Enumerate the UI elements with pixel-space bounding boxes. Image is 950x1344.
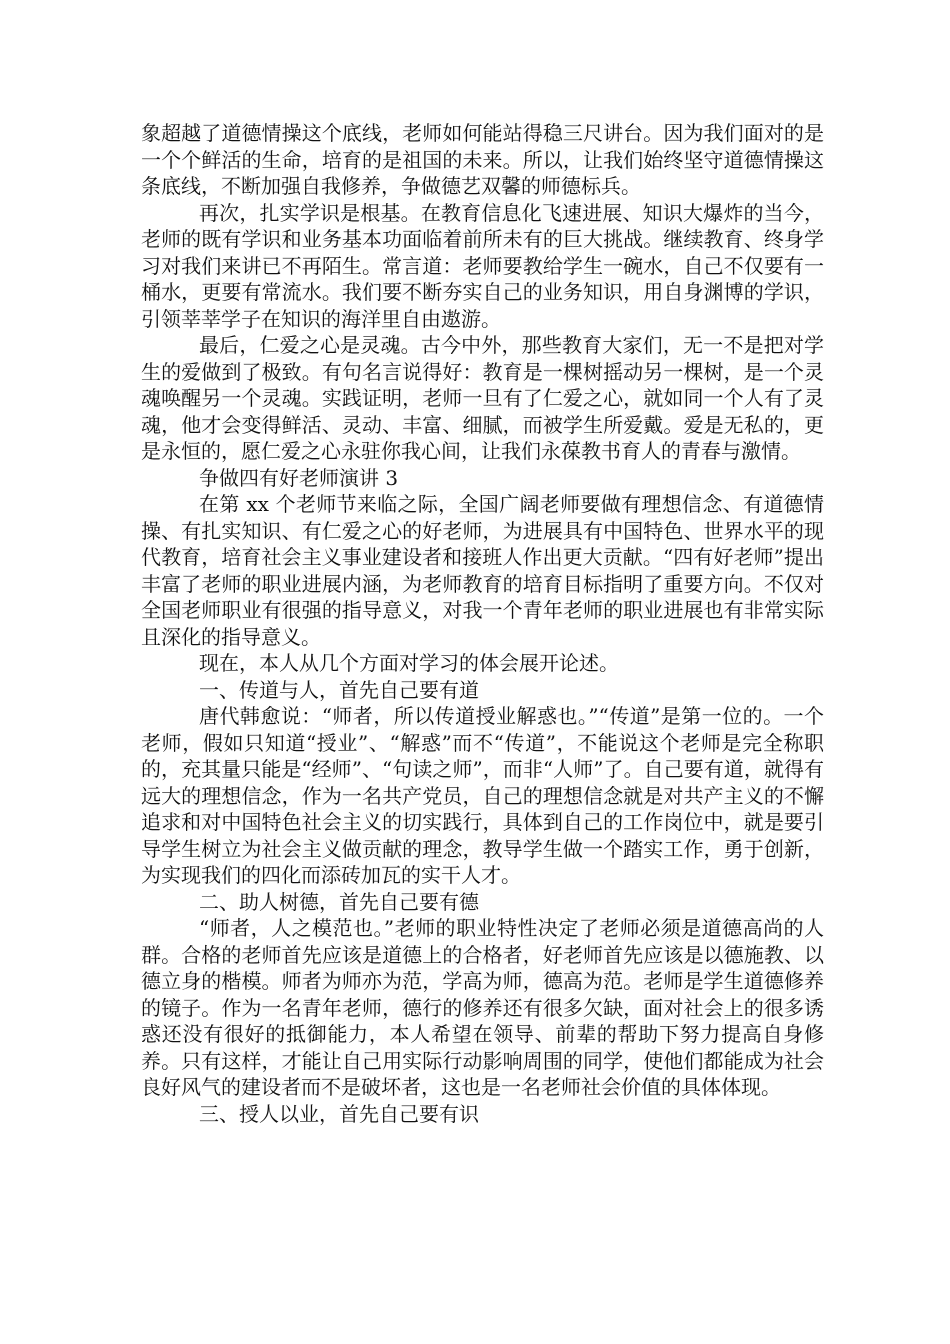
section-heading-3: 三、授人以业，首先自己要有识 bbox=[199, 1101, 479, 1126]
speech-title: 争做四有好老师演讲 3 bbox=[199, 465, 399, 490]
paragraph-benevolence: 最后，仁爱之心是灵魂。古今中外，那些教育大家们，无一不是把对学生的爱做到了极致。有句名言说得好：教育是一棵树摇动另一棵树，是一个灵魂唤醒另一个灵魂。实践证明，老师一旦有了仁爱之心，就如同一个人有了灵魂，他才会变得鲜活、灵动、丰富、细腻，而被学生所爱戴。爱是无私的，更是永恒的，愿仁爱之心永驻你我心间，让我们永葆教书育人的青春与激情。 bbox=[141, 333, 824, 463]
document-page bbox=[141, 120, 824, 1127]
paragraph-knowledge: 再次，扎实学识是根基。在教育信息化飞速进展、知识大爆炸的当今，老师的既有学识和业务基本功面临着前所未有的巨大挑战。继续教育、终身学习对我们来讲已不再陌生。常言道：老师要教给学生一碗水，自己不仅要有一桶水，更要有常流水。我们要不断夯实自己的业务知识，用自身渊博的学识，引领莘莘学子在知识的海洋里自由遨游。 bbox=[141, 200, 824, 331]
paragraph-section-1: 唐代韩愈说：“师者，所以传道授业解惑也。”“传道”是第一位的。一个老师，假如只知道“授业”、“解惑”而不“传道”，不能说这个老师是完全称职的，充其量只能是“经师”、“句读之师”，而非“人师”了。自己要有道，就得有远大的理想信念，作为一名共产党员，自己的理想信念就是对共产主义的不懈追求和对中国特色社会主义的切实践行，具体到自己的工作岗位中，就是要引导学生树立为社会主义做贡献的理念，教导学生做一个踏实工作，勇于创新，为实现我们的四化而添砖加瓦的实干人才。 bbox=[141, 704, 824, 887]
paragraph-intro: 在第 xx 个老师节来临之际，全国广阔老师要做有理想信念、有道德情操、有扎实知识、有仁爱之心的好老师，为进展具有中国特色、世界水平的现代教育，培育社会主义事业建设者和接班人作出更大贡献。“四有好老师”提出丰富了老师的职业进展内涵，为老师教育的培育目标指明了重要方向。不仅对全国老师职业有很强的指导意义，对我一个青年老师的职业进展也有非常实际且深化的指导意义。 bbox=[141, 492, 824, 649]
section-heading-1: 一、传道与人，首先自己要有道 bbox=[199, 677, 479, 702]
section-heading-2: 二、助人树德，首先自己要有德 bbox=[199, 889, 479, 914]
paragraph-continued: 象超越了道德情操这个底线，老师如何能站得稳三尺讲台。因为我们面对的是一个个鲜活的生命，培育的是祖国的未来。所以，让我们始终坚守道德情操这条底线，不断加强自我修养，争做德艺双馨的师德标兵。 bbox=[141, 121, 824, 198]
paragraph-overview: 现在，本人从几个方面对学习的体会展开论述。 bbox=[199, 651, 619, 675]
paragraph-section-2: “师者，人之模范也。”老师的职业特性决定了老师必须是道德高尚的人群。合格的老师首先应该是道德上的合格者，好老师首先应该是以德施教、以德立身的楷模。师者为师亦为范，学高为师，德高为范。老师是学生道德修养的镜子。作为一名青年老师，德行的修养还有很多欠缺，面对社会上的很多诱惑还没有很好的抵御能力，本人希望在领导、前辈的帮助下努力提高自身修养。只有这样，才能让自己用实际行动影响周围的同学，使他们都能成为社会良好风气的建设者而不是破坏者，这也是一名老师社会价值的具体体现。 bbox=[141, 916, 824, 1099]
